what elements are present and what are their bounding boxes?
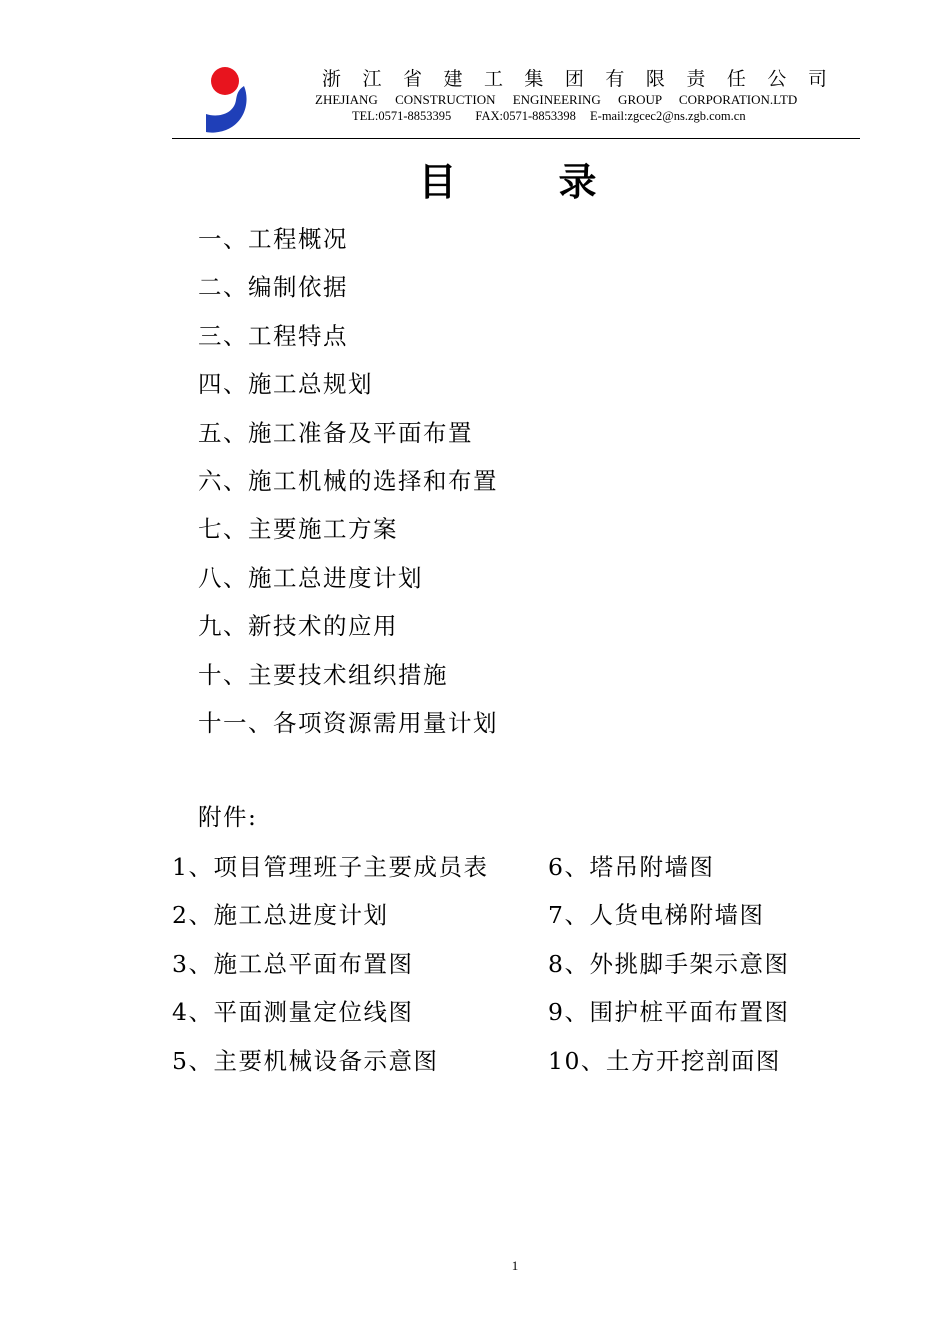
company-name-char: 公 xyxy=(767,68,787,90)
company-name-char: 责 xyxy=(686,68,706,90)
attachment-item: 9、围护桩平面布置图 xyxy=(548,998,790,1027)
header-divider xyxy=(172,138,860,139)
logo-red-circle xyxy=(211,67,239,95)
attachment-item: 2、施工总进度计划 xyxy=(172,901,389,930)
company-logo xyxy=(204,64,252,136)
company-email: E-mail:zgcec2@ns.zgb.com.cn xyxy=(590,109,746,123)
toc-item: 四、施工总规划 xyxy=(198,370,373,399)
attachments-heading: 附件: xyxy=(198,803,258,831)
company-name-char: 团 xyxy=(564,68,584,90)
toc-item: 十、主要技术组织措施 xyxy=(198,660,448,689)
company-name-char: 司 xyxy=(807,68,827,90)
page-number: 1 xyxy=(511,1258,519,1273)
toc-item: 八、施工总进度计划 xyxy=(198,563,423,592)
company-name-cn xyxy=(322,64,827,91)
attachment-item: 7、人货电梯附墙图 xyxy=(548,901,765,930)
page-title xyxy=(0,151,950,206)
toc-item: 一、工程概况 xyxy=(198,225,348,253)
attachment-item: 5、主要机械设备示意图 xyxy=(172,1046,439,1075)
company-fax: FAX:0571-8853398 xyxy=(475,109,576,123)
table-of-contents xyxy=(198,218,498,750)
company-tel: TEL:0571-8853395 xyxy=(352,109,452,123)
company-name-char: 建 xyxy=(443,68,463,90)
attachments-list-right xyxy=(548,846,789,1088)
page-title-right: 录 xyxy=(558,159,597,204)
company-name-char: 任 xyxy=(726,68,746,90)
toc-item: 六、施工机械的选择和布置 xyxy=(198,466,498,495)
attachment-item: 4、平面测量定位线图 xyxy=(172,998,414,1027)
company-contact xyxy=(352,109,746,124)
toc-item: 五、施工准备及平面布置 xyxy=(198,418,473,447)
attachment-item: 8、外挑脚手架示意图 xyxy=(548,949,790,978)
toc-item: 九、新技术的应用 xyxy=(198,612,398,641)
attachment-item: 6、塔吊附墙图 xyxy=(548,853,715,881)
company-name-char: 限 xyxy=(645,68,665,90)
attachment-item: 3、施工总平面布置图 xyxy=(172,949,414,978)
toc-item: 三、工程特点 xyxy=(198,321,348,350)
toc-item: 二、编制依据 xyxy=(198,273,348,302)
company-name-char: 江 xyxy=(362,68,382,90)
company-name-char: 工 xyxy=(483,68,503,90)
company-name-char: 有 xyxy=(605,68,625,90)
toc-item: 七、主要施工方案 xyxy=(198,515,398,544)
company-name-char: 集 xyxy=(524,68,544,90)
attachment-item: 10、土方开挖剖面图 xyxy=(548,1046,781,1075)
company-name-char: 浙 xyxy=(322,68,342,90)
attachments-list-left xyxy=(172,846,488,1088)
company-name-en: ZHEJIANG CONSTRUCTION ENGINEERING GROUP CORPORATION.LTD xyxy=(315,92,798,107)
attachment-item: 1、项目管理班子主要成员表 xyxy=(172,853,489,881)
page-title-left: 目 xyxy=(418,159,457,204)
toc-item: 十一、各项资源需用量计划 xyxy=(198,708,498,737)
company-name-char: 省 xyxy=(402,68,422,90)
